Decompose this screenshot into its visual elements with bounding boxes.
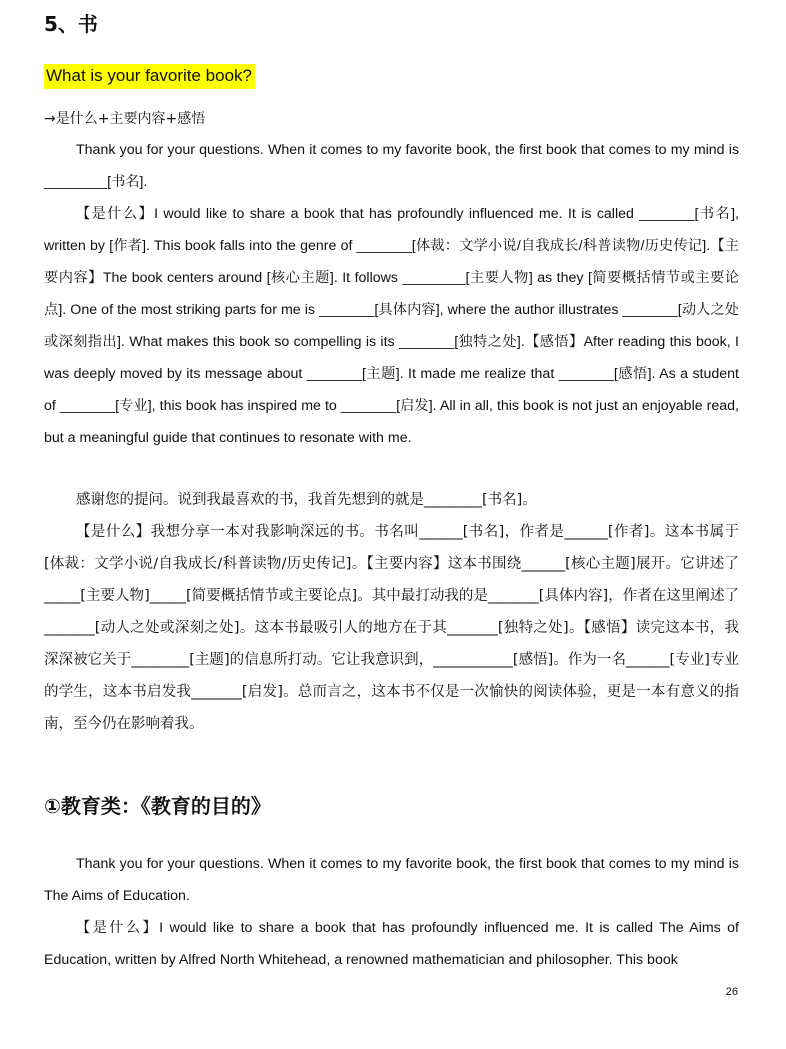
example-intro-en: Thank you for your questions. When it comes to my favorite book, the first book that comes to my mind is The Aims of Education. [44, 856, 739, 904]
highlighted-question: What is your favorite book? [44, 64, 255, 89]
template-body-en: 【是什么】I would like to share a book that has profoundly influenced me. It is called _______[书名], written by [作者]. This book falls into the genre of _______[体裁：文学小说/自我成长/科普读物/历史传记].【主要内容】The book centers around [核心主题]. It follows ________[主要人物] as they [简要概括情节或主要论点]. One of the most striking parts for me is _______[具体内容], where the author illustrates _______[动人之处或深刻指出]. What makes this book so compelling is its _______[独特之处].【感悟】After reading this book, I was deeply moved by its message about _______[主题]. It made me realize that _______[感悟]. As a student of _______[专业], this book has inspired me to _______[启发]. All in all, this book is not just an enjoyable read, but a meaningful guide that continues to resonate with me. [44, 206, 739, 446]
page-number: 26 [725, 986, 738, 998]
template-body-cn: 【是什么】我想分享一本对我影响深远的书。书名叫______[书名]，作者是______[作者]。这本书属于[体裁：文学小说/自我成长/科普读物/历史传记]。【主要内容】这本书围绕______[核心主题]展开。它讲述了_____[主要人物]_____[简要概括情节或主要论点]。其中最打动我的是_______[具体内容]，作者在这里阐述了_______[动人之处或深刻之处]。这本书最吸引人的地方在于其_______[独特之处]。【感悟】读完这本书，我深深被它关于________[主题]的信息所打动。它让我意识到，___________[感悟]。作为一名______[专业]专业的学生，这本书启发我_______[启发]。总而言之，这本书不仅是一次愉快的阅读体验，更是一本有意义的指南，至今仍在影响着我。 [44, 524, 739, 732]
template-intro-cn: 感谢您的提问。说到我最喜欢的书，我首先想到的就是________[书名]。 [76, 492, 537, 508]
example-heading: ①教育类：《教育的目的》 [44, 794, 271, 818]
section-title: 5、书 [44, 12, 98, 36]
example-body-en: 【是什么】I would like to share a book that has profoundly influenced me. It is called The Aims of Education, written by Alfred North Whitehead, a renowned mathematician and philosopher. This book [44, 920, 739, 968]
template-intro-en: Thank you for your questions. When it comes to my favorite book, the first book that comes to my mind is ________[书名]. [44, 142, 739, 190]
answer-formula: →是什么+主要内容+感悟 [44, 111, 206, 127]
